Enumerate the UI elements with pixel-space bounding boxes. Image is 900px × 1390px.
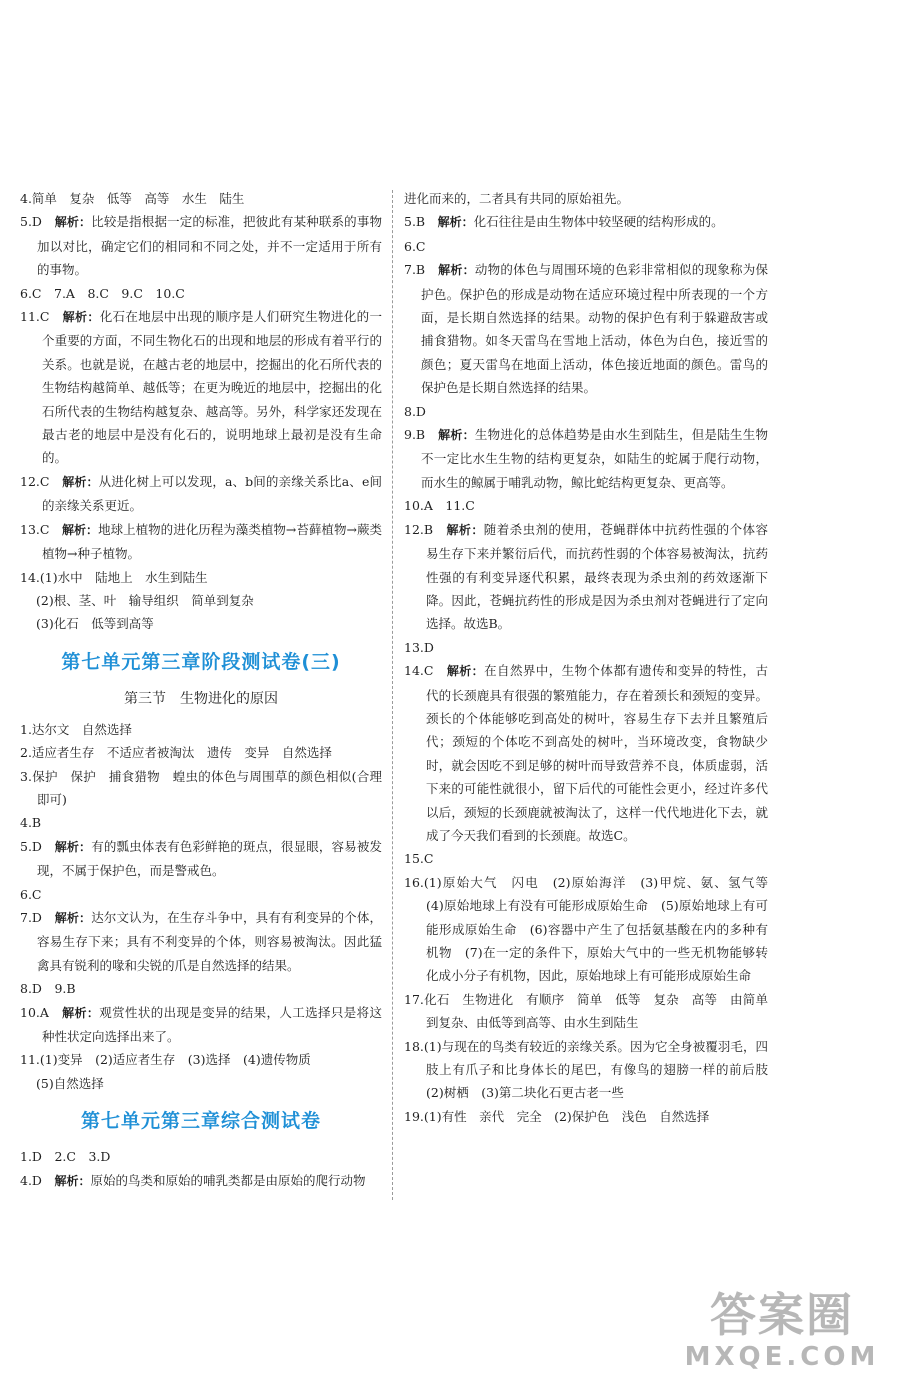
answer-number: 7.D bbox=[20, 909, 42, 925]
answer-text: 1.D 2.C 3.D bbox=[20, 1149, 111, 1165]
answer-item bbox=[20, 835, 382, 883]
answer-text: 18.(1)与现在的鸟类有较近的亲缘关系。因为它全身被覆羽毛，四肢上有爪子和比身体长的尾巴，有像鸟的翅膀一样的前后肢 (2)树栖 (3)第二块化石更古老一些 bbox=[404, 1038, 781, 1101]
answer-text: 观赏性状的出现是变异的结果，人工选择只是将这种性状定向选择出来了。 bbox=[42, 1004, 382, 1044]
answer-number: 9.B bbox=[404, 427, 426, 443]
answer-list-part3 bbox=[20, 1145, 382, 1193]
answer-subline: (2)根、茎、叶 输导组织 简单到复杂 bbox=[36, 592, 254, 608]
analysis-label: 解析： bbox=[54, 839, 92, 854]
answer-text: 随着杀虫剂的使用，苍蝇群体中抗药性强的个体容易生存下来并繁衍后代，而抗药性弱的个体容易被淘汰，抗药性强的有利变异逐代积累，最终表现为杀虫剂的药效逐渐下降。因此，苍蝇抗药性的形成是因为杀虫剂对苍蝇进行了定向选择。故选B。 bbox=[426, 521, 768, 632]
answer-text: 6.C 7.A 8.C 9.C 10.C bbox=[20, 285, 185, 301]
answer-text: 14.(1)水中 陆地上 水生到陆生 bbox=[20, 569, 208, 585]
answer-item bbox=[404, 1035, 781, 1105]
answer-text: 16.(1)原始大气 闪电 (2)原始海洋 (3)甲烷、氨、氢气等 (4)原始地球上有没有可能形成原始生命 (5)原始地球上有可能形成原始生命 (6)容器中产生了包括氨基酸在内的多种有机物 (7)在一定的条件下，原始大气中的一些无机物能够转化成小分子有机物，因此，原始地球上有可能形成原始生命 bbox=[404, 874, 781, 984]
answer-text: 19.(1)有性 亲代 完全 (2)保护色 浅色 自然选择 bbox=[404, 1108, 710, 1124]
answer-number: 5.D bbox=[20, 838, 42, 854]
answer-text: 达尔文认为，在生存斗争中，具有有利变异的个体，容易生存下来；具有不利变异的个体，则容易被淘汰。因此猛禽具有锐利的喙和尖锐的爪是自然选择的结果。 bbox=[37, 909, 382, 973]
answer-text: 3.保护 保护 捕食猎物 蝗虫的体色与周围草的颜色相似(合理即可) bbox=[20, 768, 382, 807]
analysis-label: 解析： bbox=[54, 215, 92, 230]
answer-text: 11.(1)变异 (2)适应者生存 (3)选择 (4)遗传物质 bbox=[20, 1052, 311, 1068]
analysis-label: 解析： bbox=[62, 1005, 100, 1020]
answer-text: 化石在地层中出现的顺序是人们研究生物进化的一个重要的方面，不同生物化石的出现和地层的形成有着平行的关系。也就是说，在越古老的地层中，挖掘出的化石所代表的生物结构越简单、越低等；在更为晚近的地层中，挖掘出的化石所代表的生物结构越复杂、越高等。另外，科学家还发现在最古老的地层中是没有化石的，说明地球上最初是没有生命的。 bbox=[42, 309, 382, 466]
section-title-evolution-causes: 第三节 生物进化的原因 bbox=[124, 690, 278, 707]
answer-number: 5.D bbox=[20, 214, 42, 230]
answer-item bbox=[20, 811, 382, 834]
analysis-label: 解析： bbox=[438, 428, 475, 443]
answer-item bbox=[404, 235, 768, 258]
unit-test-title-stage3: 第七单元第三章阶段测试卷(三) bbox=[61, 650, 341, 673]
answer-item bbox=[404, 847, 768, 870]
answer-text: 8.D 9.B bbox=[20, 981, 76, 997]
analysis-label: 解析： bbox=[62, 474, 99, 489]
answer-item bbox=[20, 883, 382, 906]
answer-number: 13.C bbox=[20, 521, 50, 537]
answer-text: 8.D bbox=[404, 403, 426, 419]
analysis-label: 解析： bbox=[54, 910, 92, 925]
answer-text: 地球上植物的进化历程为藻类植物→苔藓植物→蕨类植物→种子植物。 bbox=[42, 521, 382, 562]
answer-item bbox=[20, 977, 382, 1000]
answer-number: 12.B bbox=[404, 521, 434, 537]
answer-item bbox=[404, 659, 768, 847]
answer-list-part1 bbox=[20, 187, 382, 636]
analysis-label: 解析： bbox=[437, 215, 474, 230]
answer-item bbox=[404, 258, 768, 399]
answer-text: 15.C bbox=[404, 851, 434, 867]
answer-text: 6.C bbox=[20, 886, 42, 902]
answer-item bbox=[20, 718, 382, 741]
analysis-label: 解析： bbox=[62, 310, 100, 325]
right-column bbox=[404, 187, 781, 1128]
answer-item bbox=[404, 518, 768, 636]
answer-text: 从进化树上可以发现，a、b间的亲缘关系比a、e间的亲缘关系更近。 bbox=[42, 473, 382, 514]
answer-text: 4.简单 复杂 低等 高等 水生 陆生 bbox=[20, 191, 245, 206]
left-column bbox=[20, 187, 382, 1193]
answer-item bbox=[404, 210, 768, 234]
answer-number: 7.B bbox=[404, 262, 426, 278]
analysis-label: 解析： bbox=[446, 664, 485, 679]
answer-item bbox=[20, 305, 382, 470]
answer-text: 17.化石 生物进化 有顺序 简单 低等 复杂 高等 由简单到复杂、由低等到高等、由水生到陆生 bbox=[404, 991, 768, 1031]
answer-item bbox=[20, 1001, 382, 1049]
answer-item bbox=[20, 765, 382, 812]
answer-text: 10.A 11.C bbox=[404, 498, 475, 514]
answer-item bbox=[20, 741, 382, 764]
answer-item bbox=[20, 1145, 382, 1168]
answer-text: 有的瓢虫体表有色彩鲜艳的斑点，很显眼，容易被发现，不属于保护色，而是警戒色。 bbox=[37, 838, 382, 879]
answer-text: 动物的体色与周围环境的色彩非常相似的现象称为保护色。保护色的形成是动物在适应环境过程中所表现的一个方面，是长期自然选择的结果。动物的保护色有利于躲避敌害或捕食猎物。如冬天雷鸟在雪地上活动，体色为白色，接近雪的颜色；夏天雷鸟在地面上活动，体色接近地面的颜色。雷鸟的保护色是长期自然选择的结果。 bbox=[421, 262, 768, 396]
answer-list-part2 bbox=[20, 718, 382, 1096]
answer-item bbox=[404, 400, 768, 423]
answer-item bbox=[20, 1048, 382, 1071]
answer-text: 13.D bbox=[404, 639, 434, 655]
answer-text: 2.适应者生存 不适应者被淘汰 遗传 变异 自然选择 bbox=[20, 745, 332, 761]
answer-text: 1.达尔文 自然选择 bbox=[20, 721, 132, 737]
answer-number: 11.C bbox=[20, 309, 50, 325]
answer-text: 在自然界中，生物个体都有遗传和变异的特性，古代的长颈鹿具有很强的繁殖能力，存在着颈长和颈短的变异。颈长的个体能够吃到高处的树叶，容易生存下去并且繁殖后代；颈短的个体吃不到高处的树叶，当环境改变，食物缺少时，就会因吃不到足够的树叶而导致营养不良，体质虚弱，活下来的可能性就很小，留下后代的可能性会更小，经过许多代以后，颈短的长颈鹿就被淘汰了，这样一代代地进化下去，就成了今天我们看到的长颈鹿。故选C。 bbox=[426, 663, 768, 843]
answer-number: 4.D bbox=[20, 1172, 42, 1188]
unit-test-title-comprehensive: 第七单元第三章综合测试卷 bbox=[80, 1110, 321, 1133]
answer-text: 化石往往是由生物体中较坚硬的结构形成的。 bbox=[473, 214, 724, 230]
answer-item bbox=[20, 1169, 382, 1193]
answer-item bbox=[404, 636, 768, 659]
answer-number: 12.C bbox=[20, 473, 50, 489]
answer-item bbox=[20, 470, 382, 518]
watermark-text: 答案圈 bbox=[710, 1288, 854, 1342]
answer-item bbox=[404, 423, 768, 494]
answer-item bbox=[20, 906, 382, 977]
analysis-label: 解析： bbox=[438, 263, 475, 278]
answer-text: 原始的鸟类和原始的哺乳类都是由原始的爬行动物 bbox=[90, 1172, 366, 1188]
answer-text: 4.B bbox=[20, 815, 42, 831]
answer-item bbox=[20, 282, 382, 305]
answer-subline: (3)化石 低等到高等 bbox=[36, 616, 154, 632]
answer-text: 生物进化的总体趋势是由水生到陆生，但是陆生生物不一定比水生生物的结构更复杂，如陆生的蛇属于爬行动物，而水生的鲸属于哺乳动物，鲸比蛇结构更复杂、更高等。 bbox=[421, 427, 768, 490]
answer-item bbox=[404, 871, 781, 988]
answer-list-right bbox=[404, 187, 781, 1128]
answer-item bbox=[20, 187, 382, 210]
answer-item bbox=[404, 494, 768, 517]
answer-item bbox=[404, 1105, 768, 1128]
answer-number: 5.B bbox=[404, 214, 426, 230]
answer-item bbox=[20, 518, 382, 566]
watermark-url: MXQE.COM bbox=[684, 1342, 880, 1372]
answer-item bbox=[404, 988, 768, 1035]
answer-continuation: 进化而来的，二者具有共同的原始祖先。 bbox=[404, 191, 630, 206]
answer-text: 6.C bbox=[404, 238, 426, 254]
column-divider bbox=[392, 190, 393, 1200]
watermark-logo bbox=[682, 1288, 882, 1380]
answer-number: 10.A bbox=[20, 1004, 49, 1020]
analysis-label: 解析： bbox=[54, 1173, 91, 1188]
answer-item bbox=[20, 210, 382, 281]
answer-text: 比较是指根据一定的标准，把彼此有某种联系的事物加以对比，确定它们的相同和不同之处，并不一定适用于所有的事物。 bbox=[37, 214, 382, 278]
answer-subline: (5)自然选择 bbox=[36, 1075, 104, 1091]
answer-number: 14.C bbox=[404, 663, 434, 679]
answer-item bbox=[20, 566, 382, 589]
analysis-label: 解析： bbox=[62, 522, 99, 537]
analysis-label: 解析： bbox=[446, 522, 484, 537]
